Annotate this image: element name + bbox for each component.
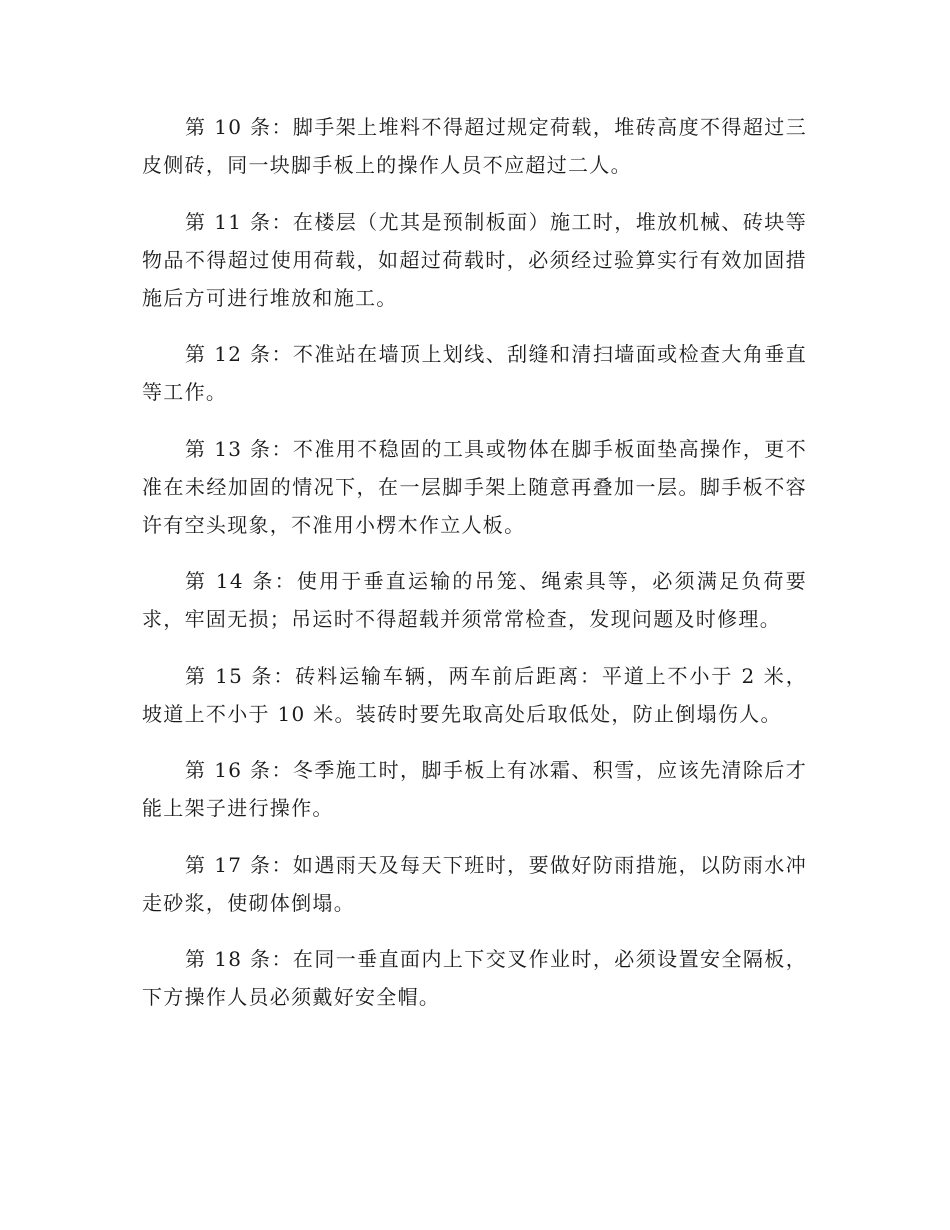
clause-paragraph-14: 第 14 条：使用于垂直运输的吊笼、绳索具等，必须满足负荷要求，牢固无损；吊运时不得超载并须常常检查，发现问题及时修理。 bbox=[142, 569, 807, 631]
clause-paragraph-10: 第 10 条：脚手架上堆料不得超过规定荷载，堆砖高度不得超过三皮侧砖，同一块脚手板上的操作人员不应超过二人。 bbox=[142, 115, 807, 177]
document-body bbox=[142, 108, 807, 1035]
clause-paragraph-18: 第 18 条：在同一垂直面内上下交叉作业时，必须设置安全隔板，下方操作人员必须戴好安全帽。 bbox=[142, 947, 807, 1009]
clause-paragraph-16: 第 16 条：冬季施工时，脚手板上有冰霜、积雪，应该先清除后才能上架子进行操作。 bbox=[142, 758, 807, 820]
clause-paragraph-15: 第 15 条：砖料运输车辆，两车前后距离：平道上不小于 2 米，坡道上不小于 10 米。装砖时要先取高处后取低处，防止倒塌伤人。 bbox=[142, 663, 807, 726]
clause-paragraph-13: 第 13 条：不准用不稳固的工具或物体在脚手板面垫高操作，更不准在未经加固的情况下，在一层脚手架上随意再叠加一层。脚手板不容许有空头现象，不准用小楞木作立人板。 bbox=[142, 436, 807, 537]
clause-paragraph-17: 第 17 条：如遇雨天及每天下班时，要做好防雨措施，以防雨水冲走砂浆，使砌体倒塌。 bbox=[142, 852, 807, 915]
clause-paragraph-11: 第 11 条：在楼层（尤其是预制板面）施工时，堆放机械、砖块等物品不得超过使用荷载，如超过荷载时，必须经过验算实行有效加固措施后方可进行堆放和施工。 bbox=[142, 209, 807, 310]
clause-paragraph-12: 第 12 条：不准站在墙顶上划线、刮缝和清扫墙面或检查大角垂直等工作。 bbox=[142, 342, 807, 404]
